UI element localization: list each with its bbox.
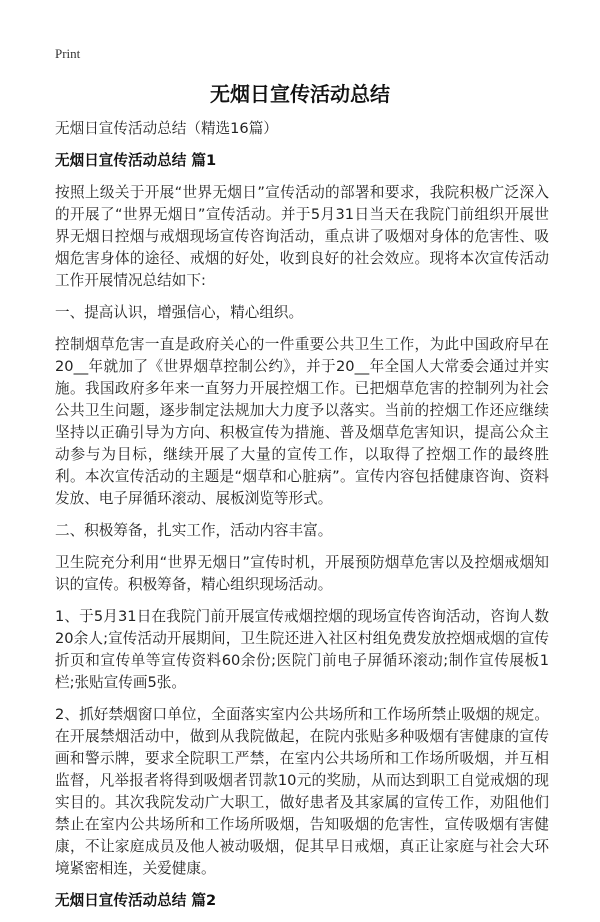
page-title: 无烟日宣传活动总结 [210, 82, 390, 106]
paragraph: 卫生院充分利用“世界无烟日”宣传时机，开展预防烟草危害以及控烟戒烟知识的宣传。积极筹备，精心组织现场活动。 [55, 554, 549, 593]
paragraph: 2、抓好禁烟窗口单位，全面落实室内公共场所和工作场所禁止吸烟的规定。在开展禁烟活动中，做到从我院做起，在院内张贴多种吸烟有害健康的宣传画和警示牌，要求全院职工严禁，在室内公共场所和工作场所吸烟，并互相监督，凡举报者将得到吸烟者罚款10元的奖励，从而达到职工自觉戒烟的现实目的。其次我院发动广大职工，做好患者及其家属的宣传工作，劝阻他们禁止在室内公共场所和工作场所吸烟，告知吸烟的危害性，宣传吸烟有害健康，不让家庭成员及他人被动吸烟，促其早日戒烟，真正让家庭与社会大环境紧密相连，关爱健康。 [55, 706, 549, 877]
document-subtitle: 无烟日宣传活动总结（精选16篇） [55, 120, 278, 137]
section-heading: 无烟日宣传活动总结 篇1 [55, 152, 217, 169]
print-link[interactable]: Print [55, 46, 81, 61]
paragraph: 控制烟草危害一直是政府关心的一件重要公共卫生工作，为此中国政府早在20__年就加了《世界烟草控制公约》，并于20__年全国人大常委会通过并实施。我国政府多年来一直努力开展控烟工作。已把烟草危害的控制列为社会公共卫生问题，逐步制定法规加大力度予以落实。当前的控烟工作还应继续坚持以正确引导为方向、积极宣传为措施、普及烟草危害知识，提高公众主动参与为目标，继续开展了大量的宣传工作，以取得了控烟工作的最终胜利。本次宣传活动的主题是“烟草和心脏病”。宣传内容包括健康咨询、资料发放、电子屏循环滚动、展板浏览等形式。 [55, 336, 549, 507]
paragraph: 二、积极筹备，扎实工作，活动内容丰富。 [55, 522, 333, 539]
paragraph: 按照上级关于开展“世界无烟日”宣传活动的部署和要求，我院积极广泛深入的开展了“世界无烟日”宣传活动。并于5月31日当天在我院门前组织开展世界无烟日控烟与戒烟现场宣传咨询活动，重点讲了吸烟对身体的危害性、吸烟危害身体的途径、戒烟的好处，收到良好的社会效应。现将本次宣传活动工作开展情况总结如下: [55, 184, 549, 289]
paragraph: 1、于5月31日在我院门前开展宣传戒烟控烟的现场宣传咨询活动，咨询人数20余人;宣传活动开展期间，卫生院还进入社区村组免费发放控烟戒烟的宣传折页和宣传单等宣传资料60余份;医院门前电子屏循环滚动;制作宣传展板1栏;张贴宣传画5张。 [55, 608, 549, 691]
paragraph: 一、提高认识，增强信心，精心组织。 [55, 304, 304, 321]
document-body [55, 118, 549, 922]
section-heading: 无烟日宣传活动总结 篇2 [55, 892, 217, 909]
